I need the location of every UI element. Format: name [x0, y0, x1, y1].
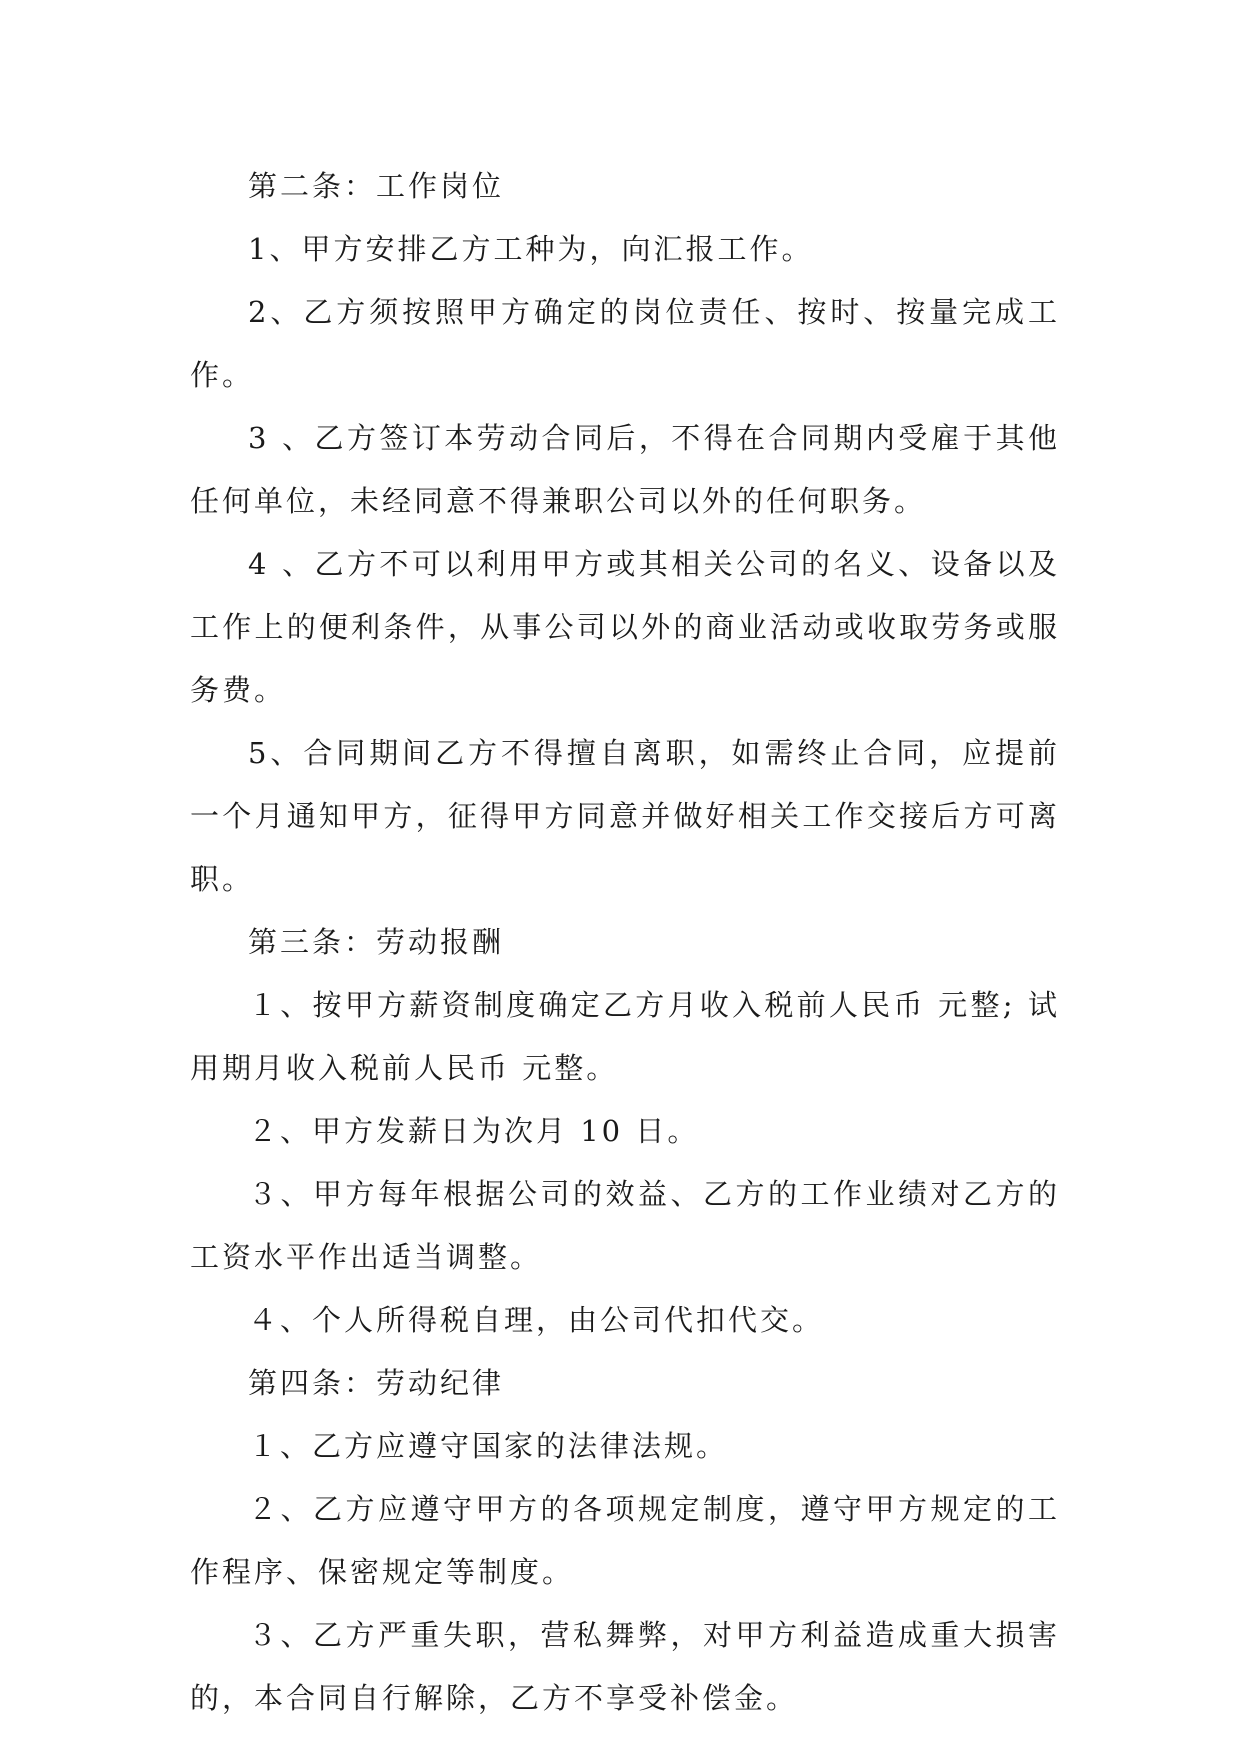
document-page	[190, 155, 1060, 1730]
clause-4-1: １、乙方应遵守国家的法律法规。	[248, 1429, 729, 1463]
clause-3-4: ４、个人所得税自理，由公司代扣代交。	[248, 1303, 825, 1337]
section-heading-2: 第二条：工作岗位	[248, 169, 505, 203]
clause-2-4: 4 、乙方不可以利用甲方或其相关公司的名义、设备以及工作上的便利条件，从事公司以外的商业活动或收取劳务或服务费。	[190, 547, 1060, 707]
section-heading-4: 第四条：劳动纪律	[248, 1366, 505, 1400]
clause-2-3: 3 、乙方签订本劳动合同后，不得在合同期内受雇于其他任何单位，未经同意不得兼职公司以外的任何职务。	[190, 421, 1060, 518]
clause-2-5: 5、合同期间乙方不得擅自离职，如需终止合同，应提前一个月通知甲方，征得甲方同意并做好相关工作交接后方可离职。	[190, 736, 1060, 896]
clause-2-2: 2、乙方须按照甲方确定的岗位责任、按时、按量完成工作。	[190, 295, 1060, 392]
clause-3-3: ３、甲方每年根据公司的效益、乙方的工作业绩对乙方的工资水平作出适当调整。	[190, 1177, 1060, 1274]
clause-2-1: 1、甲方安排乙方工种为，向汇报工作。	[248, 232, 814, 266]
clause-4-3: ３、乙方严重失职，营私舞弊，对甲方利益造成重大损害的，本合同自行解除，乙方不享受补偿金。	[190, 1618, 1060, 1715]
section-heading-3: 第三条：劳动报酬	[248, 925, 505, 959]
clause-4-2: ２、乙方应遵守甲方的各项规定制度，遵守甲方规定的工作程序、保密规定等制度。	[190, 1492, 1060, 1589]
clause-3-1: １、按甲方薪资制度确定乙方月收入税前人民币 元整; 试用期月收入税前人民币 元整。	[190, 988, 1060, 1085]
clause-3-2: ２、甲方发薪日为次月 10 日。	[248, 1114, 700, 1148]
